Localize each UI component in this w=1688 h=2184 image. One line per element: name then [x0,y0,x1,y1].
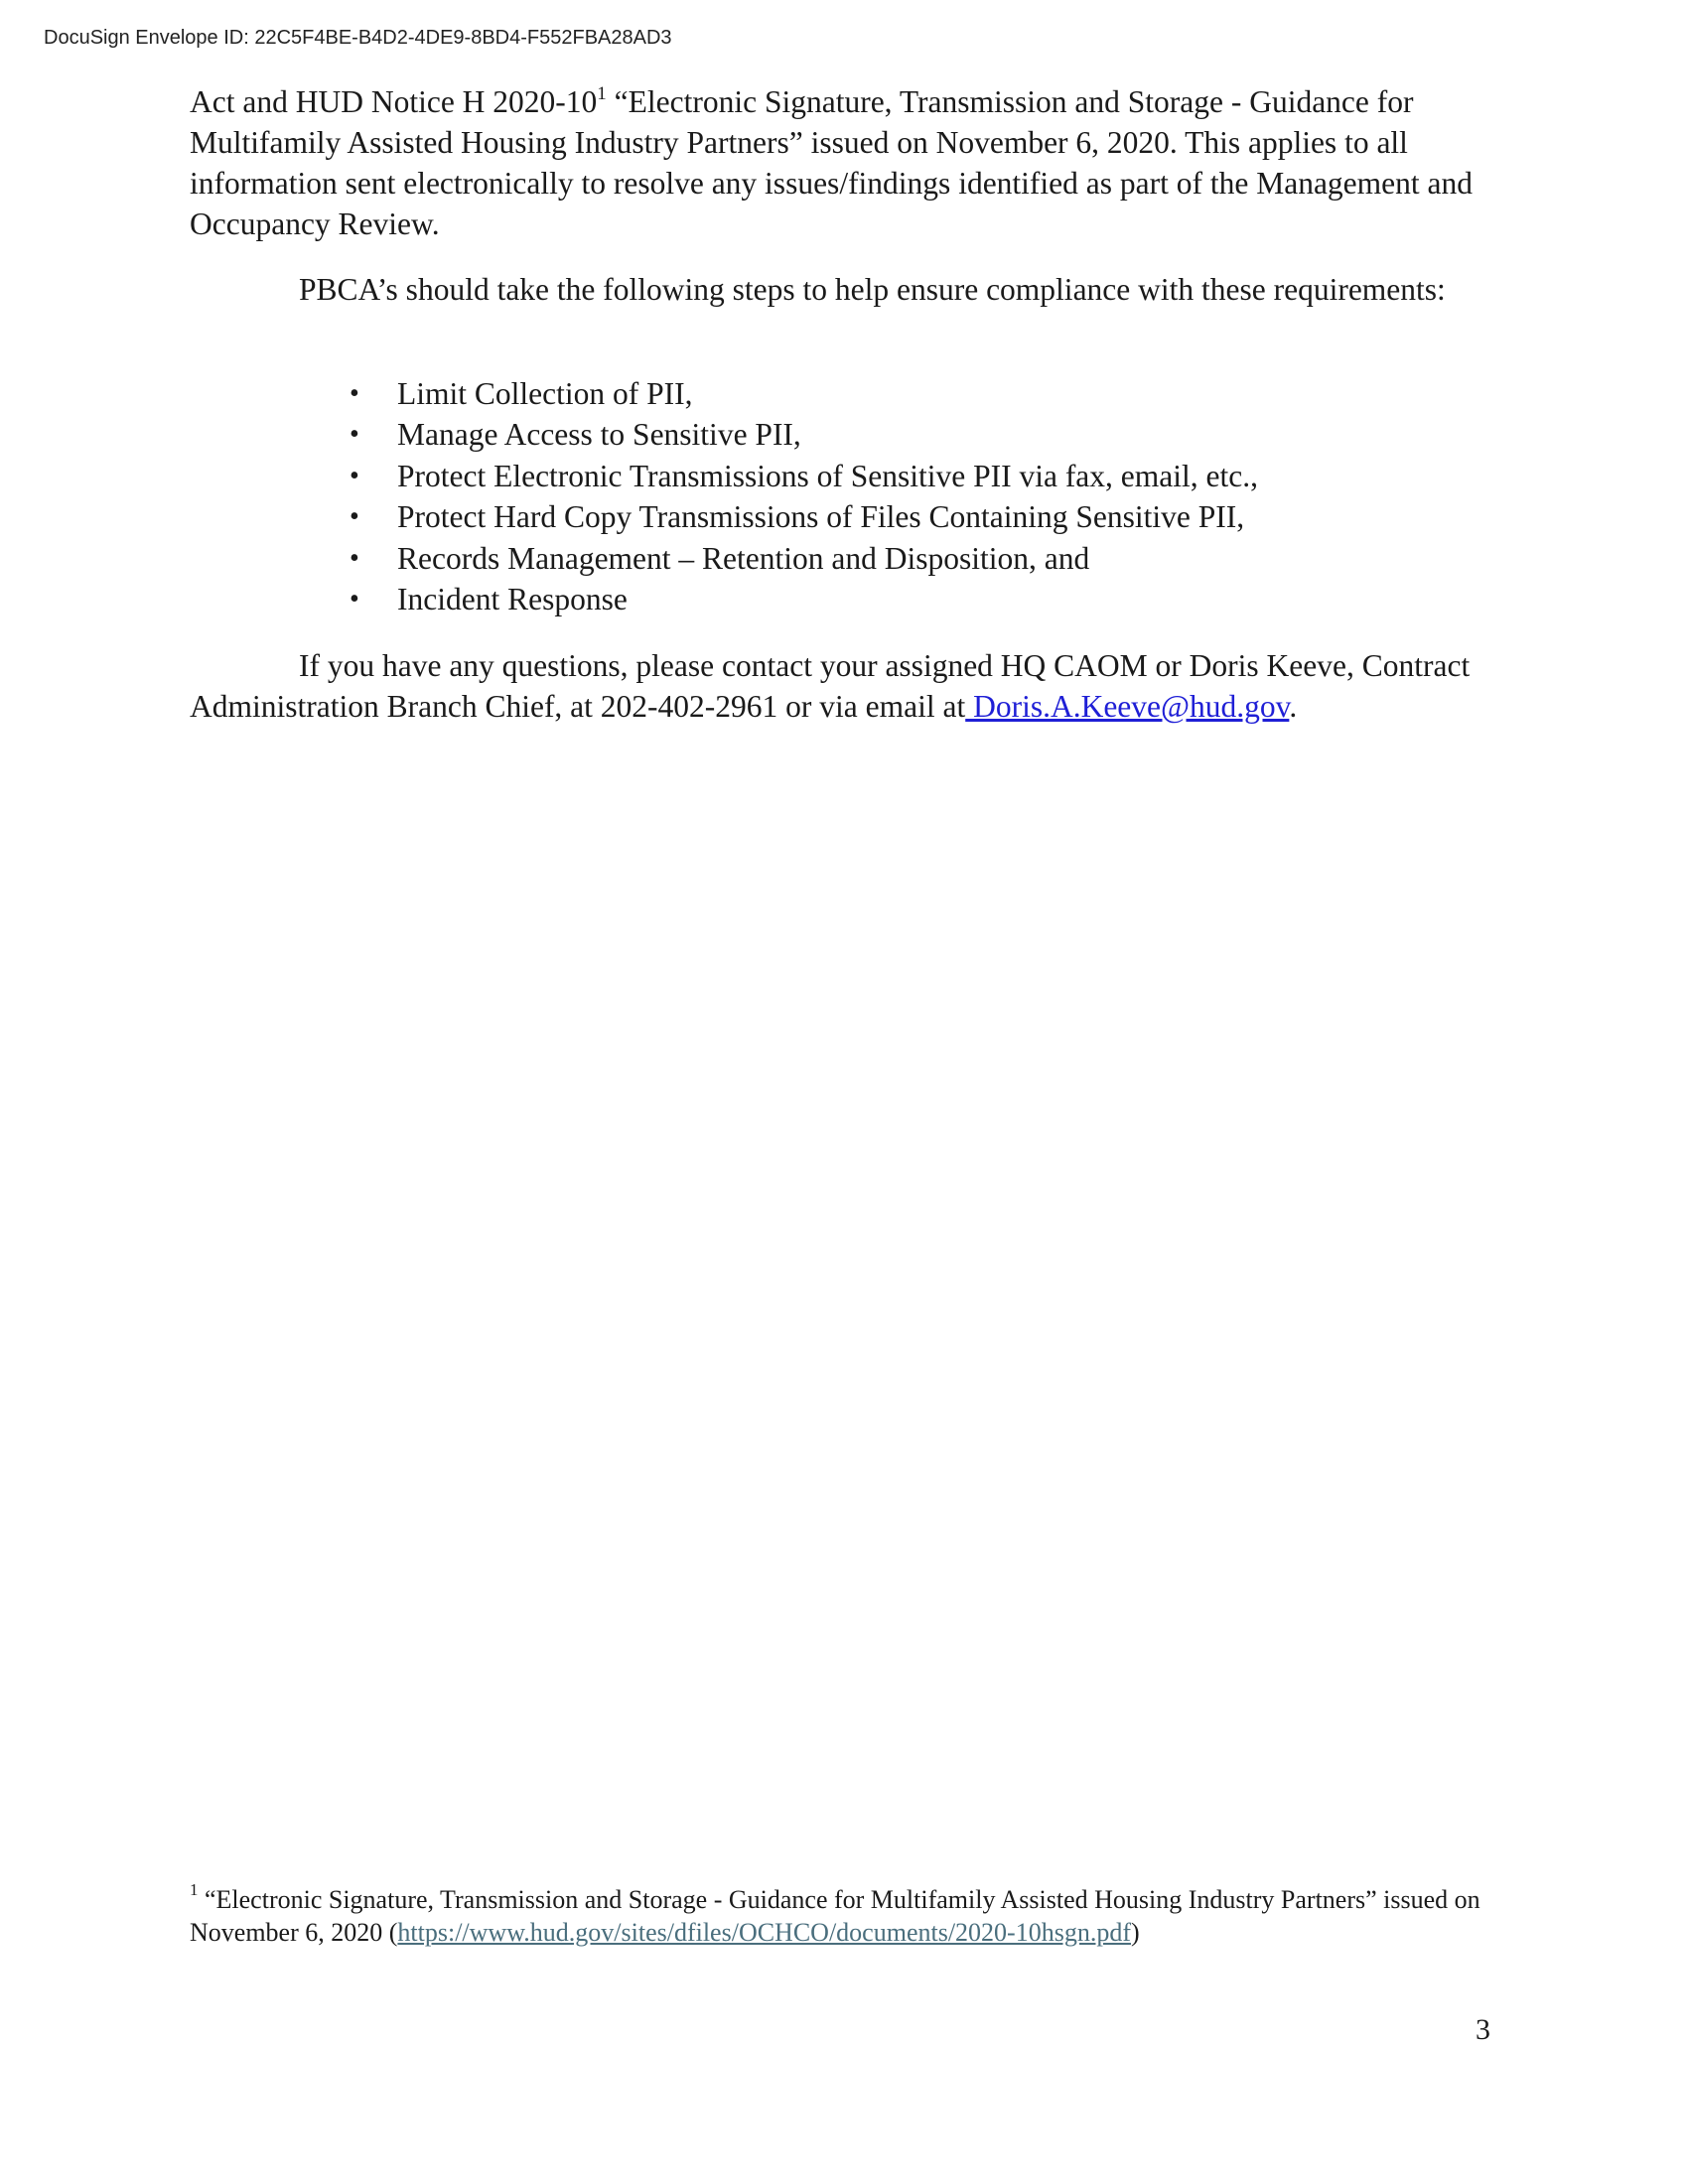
bullet-icon: • [350,460,359,491]
paragraph-contact [190,645,1500,727]
footnote-text: “Electronic Signature, Transmission and Storage - Guidance for Multifamily Assisted Housing Industry Partners” issued on November 6, 2020 ( [190,1885,1480,1947]
paragraph-steps-intro [190,269,1500,310]
bullet-icon: • [350,419,359,451]
footnote-reference[interactable]: 1 [597,82,607,104]
list-item-text: Records Management – Retention and Disposition, and [397,540,1090,576]
footnote-marker: 1 [190,1880,199,1900]
contact-email-link[interactable]: Doris.A.Keeve@hud.gov [965,689,1290,724]
paragraph-intro-rest: “Electronic Signature, Transmission and Storage - Guidance for Multifamily Assisted Housing Industry Partners” issued on November 6, 2020. This applies to all information sent electronically to resolve any issues/findings identified as part of the Management and Occupancy Review. [190,84,1474,241]
list-item-text: Limit Collection of PII, [397,376,693,411]
list-item-text: Manage Access to Sensitive PII, [397,417,801,453]
footnote [190,1880,1480,1949]
list-item [350,496,1258,537]
list-item [350,538,1258,579]
list-item [350,579,1258,619]
paragraph-intro-start: Act and HUD Notice H 2020-10 [190,84,598,119]
docusign-envelope-id: DocuSign Envelope ID: 22C5F4BE-B4D2-4DE9-8BD4-F552FBA28AD3 [44,27,672,49]
bullet-icon: • [350,542,359,574]
list-item-text: Protect Electronic Transmissions of Sensitive PII via fax, email, etc., [397,458,1258,493]
paragraph-contact-end: . [1289,689,1298,724]
bullet-icon: • [350,501,359,533]
paragraph-intro [190,81,1500,244]
list-item-text: Incident Response [397,582,628,617]
paragraph-steps-intro-text: PBCA’s should take the following steps to help ensure compliance with these requirements: [299,272,1446,307]
list-item [350,414,1258,455]
bullet-icon: • [350,584,359,615]
footnote-end: ) [1130,1918,1140,1947]
paragraph-contact-text: If you have any questions, please contact your assigned HQ CAOM or Doris Keeve, Contract Administration Branch Chief, at 202-402-2961 or via email at [190,648,1471,724]
list-item-text: Protect Hard Copy Transmissions of Files Containing Sensitive PII, [397,499,1245,535]
list-item [350,373,1258,414]
bullet-icon: • [350,378,359,409]
page-number: 3 [1476,2013,1490,2046]
list-item [350,456,1258,496]
compliance-steps-list [350,373,1258,619]
footnote-link[interactable]: https://www.hud.gov/sites/dfiles/OCHCO/documents/2020-10hsgn.pdf [397,1918,1131,1947]
